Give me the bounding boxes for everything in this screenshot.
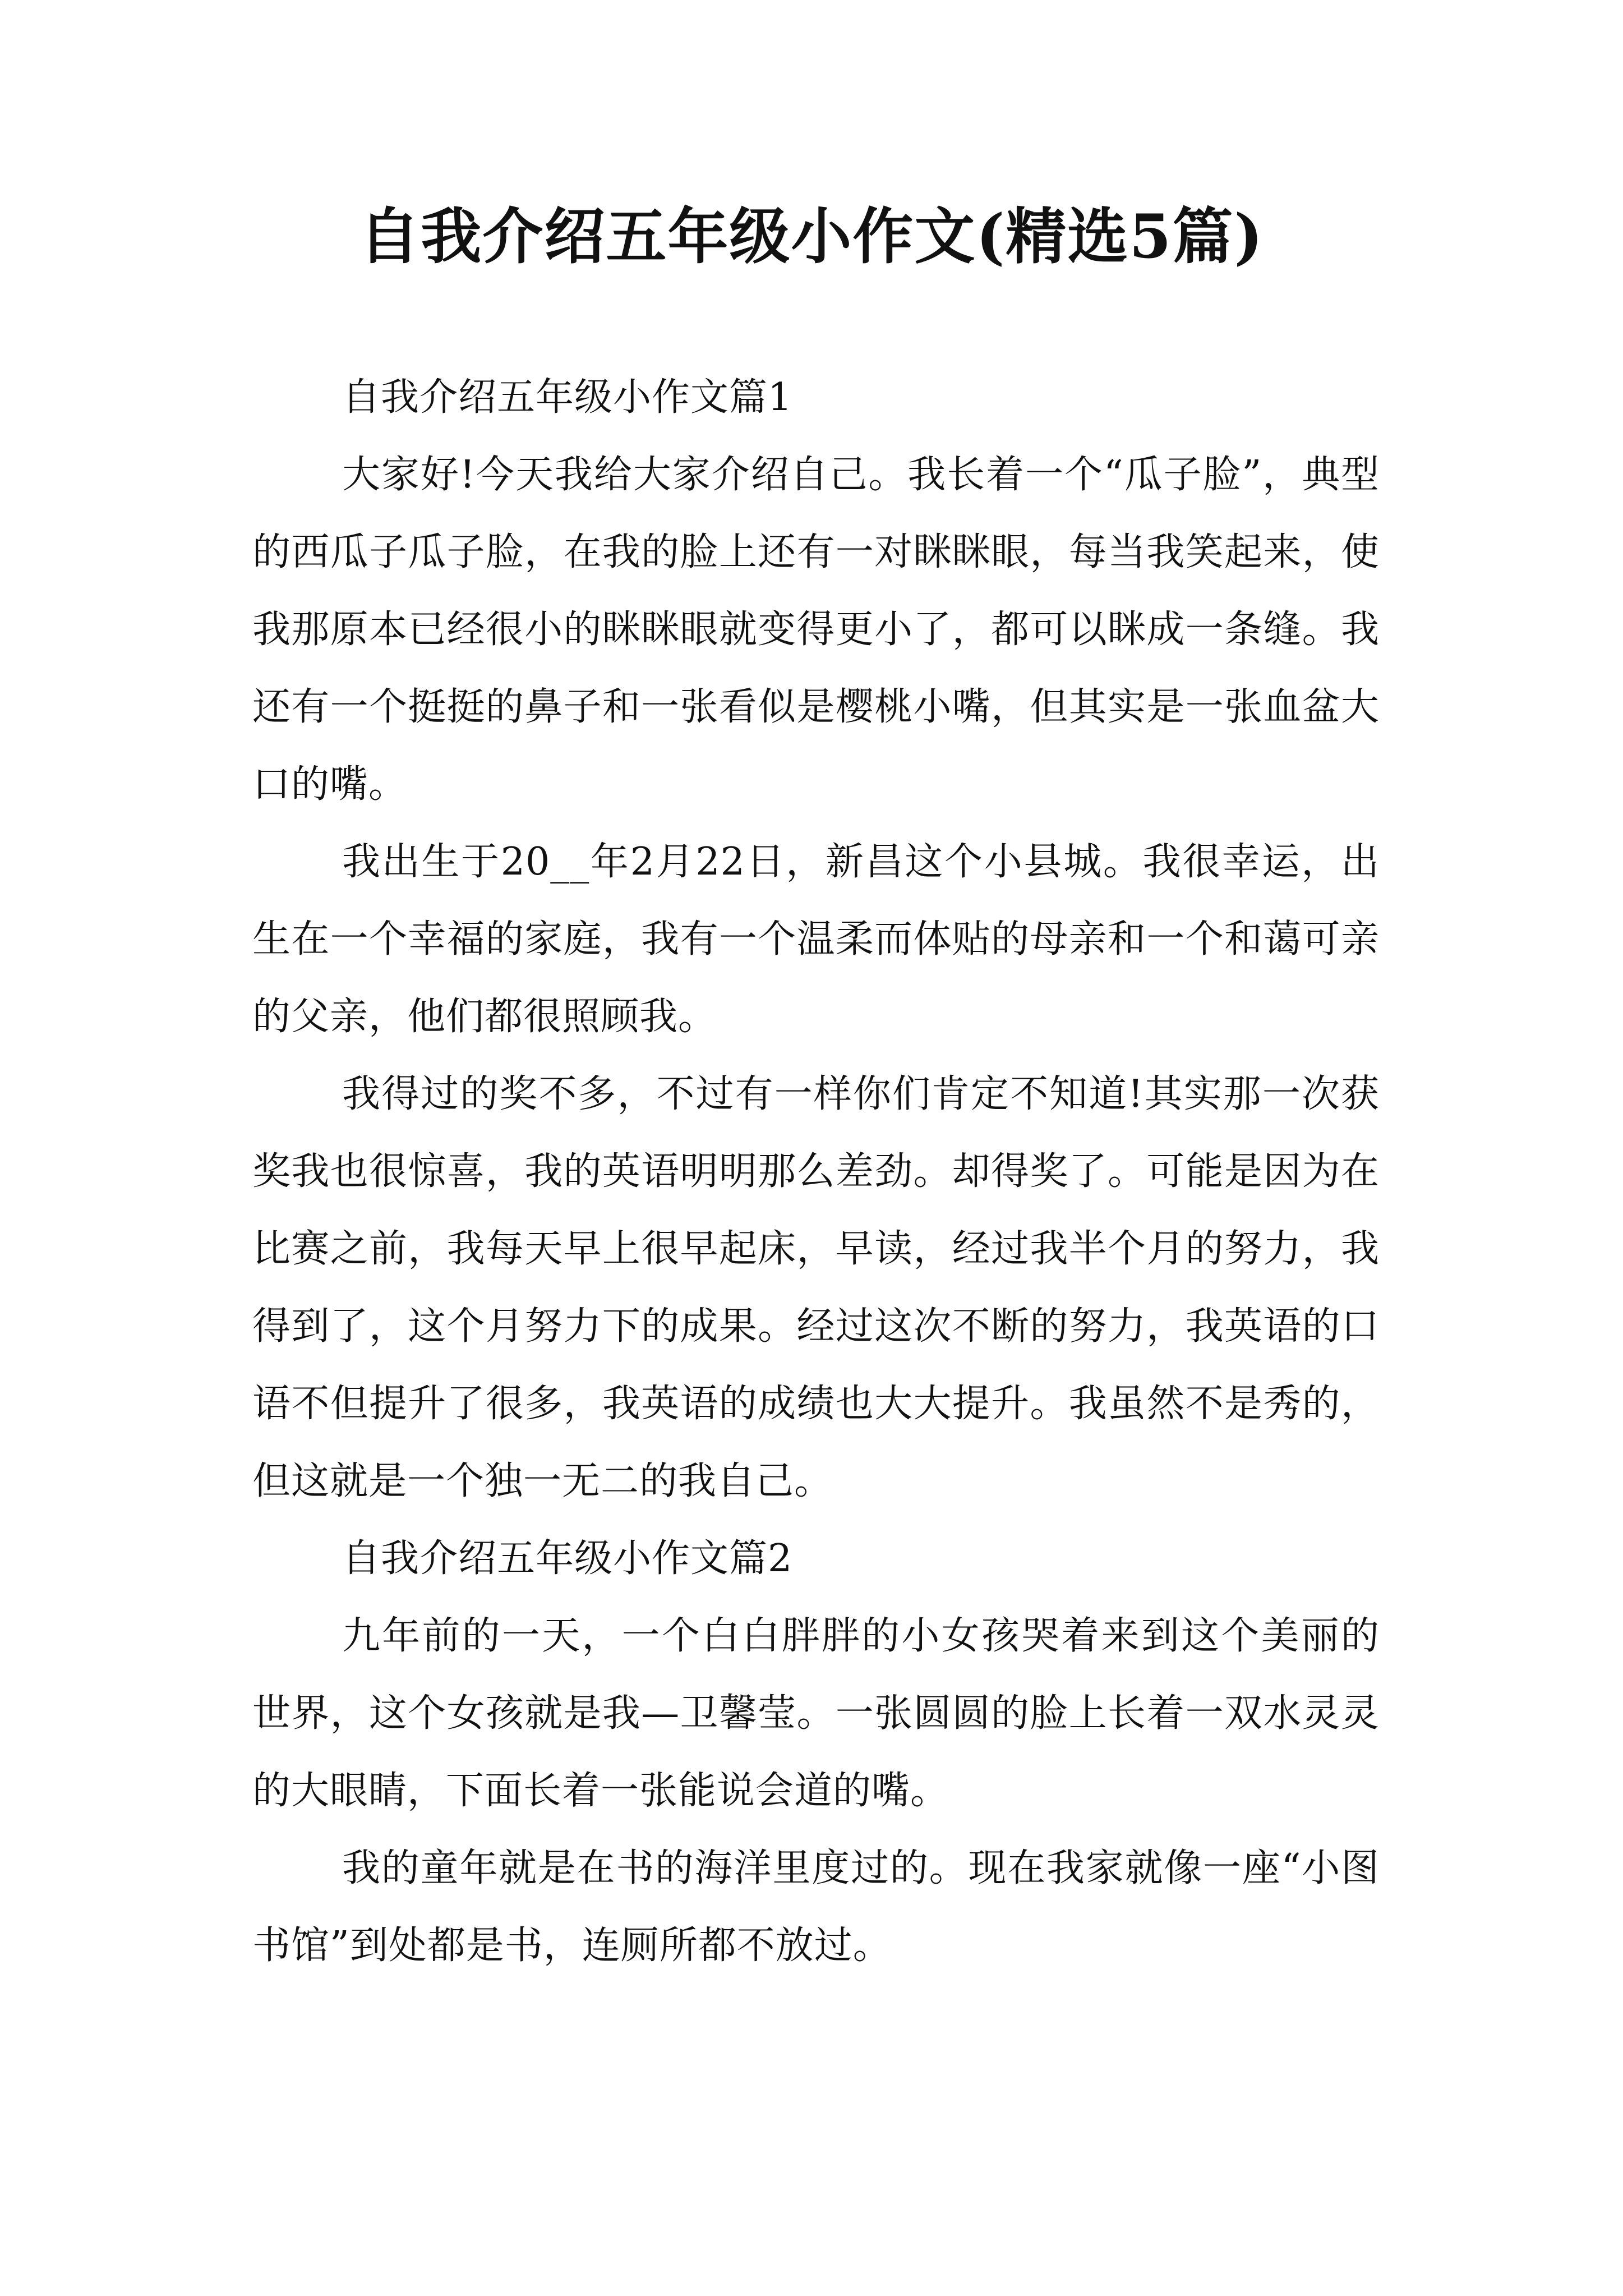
document-title: 自我介绍五年级小作文(精选5篇)	[359, 201, 1264, 272]
paragraph-5: 我的童年就是在书的海洋里度过的。现在我家就像一座“小图书馆”到处都是书，连厕所都不放过。	[252, 1846, 1380, 1968]
section-heading-2: 自我介绍五年级小作文篇2	[342, 1536, 793, 1581]
document-body	[252, 359, 1380, 1985]
paragraph-3: 我得过的奖不多，不过有一样你们肯定不知道!其实那一次获奖我也很惊喜，我的英语明明那么差劲。却得奖了。可能是因为在比赛之前，我每天早上很早起床，早读，经过我半个月的努力，我得到了，这个月努力下的成果。经过这次不断的努力，我英语的口语不但提升了很多，我英语的成绩也大大提升。我虽然不是秀的，但这就是一个独一无二的我自己。	[252, 1072, 1380, 1503]
section-heading-1: 自我介绍五年级小作文篇1	[342, 375, 793, 420]
paragraph-4: 九年前的一天，一个白白胖胖的小女孩哭着来到这个美丽的世界，这个女孩就是我—卫馨莹。一张圆圆的脸上长着一双水灵灵的大眼睛，下面长着一张能说会道的嘴。	[252, 1614, 1380, 1813]
paragraph-2: 我出生于20__年2月22日，新昌这个小县城。我很幸运，出生在一个幸福的家庭，我有一个温柔而体贴的母亲和一个和蔼可亲的父亲，他们都很照顾我。	[252, 840, 1380, 1039]
paragraph-1: 大家好!今天我给大家介绍自己。我长着一个“瓜子脸”，典型的西瓜子瓜子脸，在我的脸上还有一对眯眯眼，每当我笑起来，使我那原本已经很小的眯眯眼就变得更小了，都可以眯成一条缝。我还有一个挺挺的鼻子和一张看似是樱桃小嘴，但其实是一张血盆大口的嘴。	[252, 453, 1380, 807]
